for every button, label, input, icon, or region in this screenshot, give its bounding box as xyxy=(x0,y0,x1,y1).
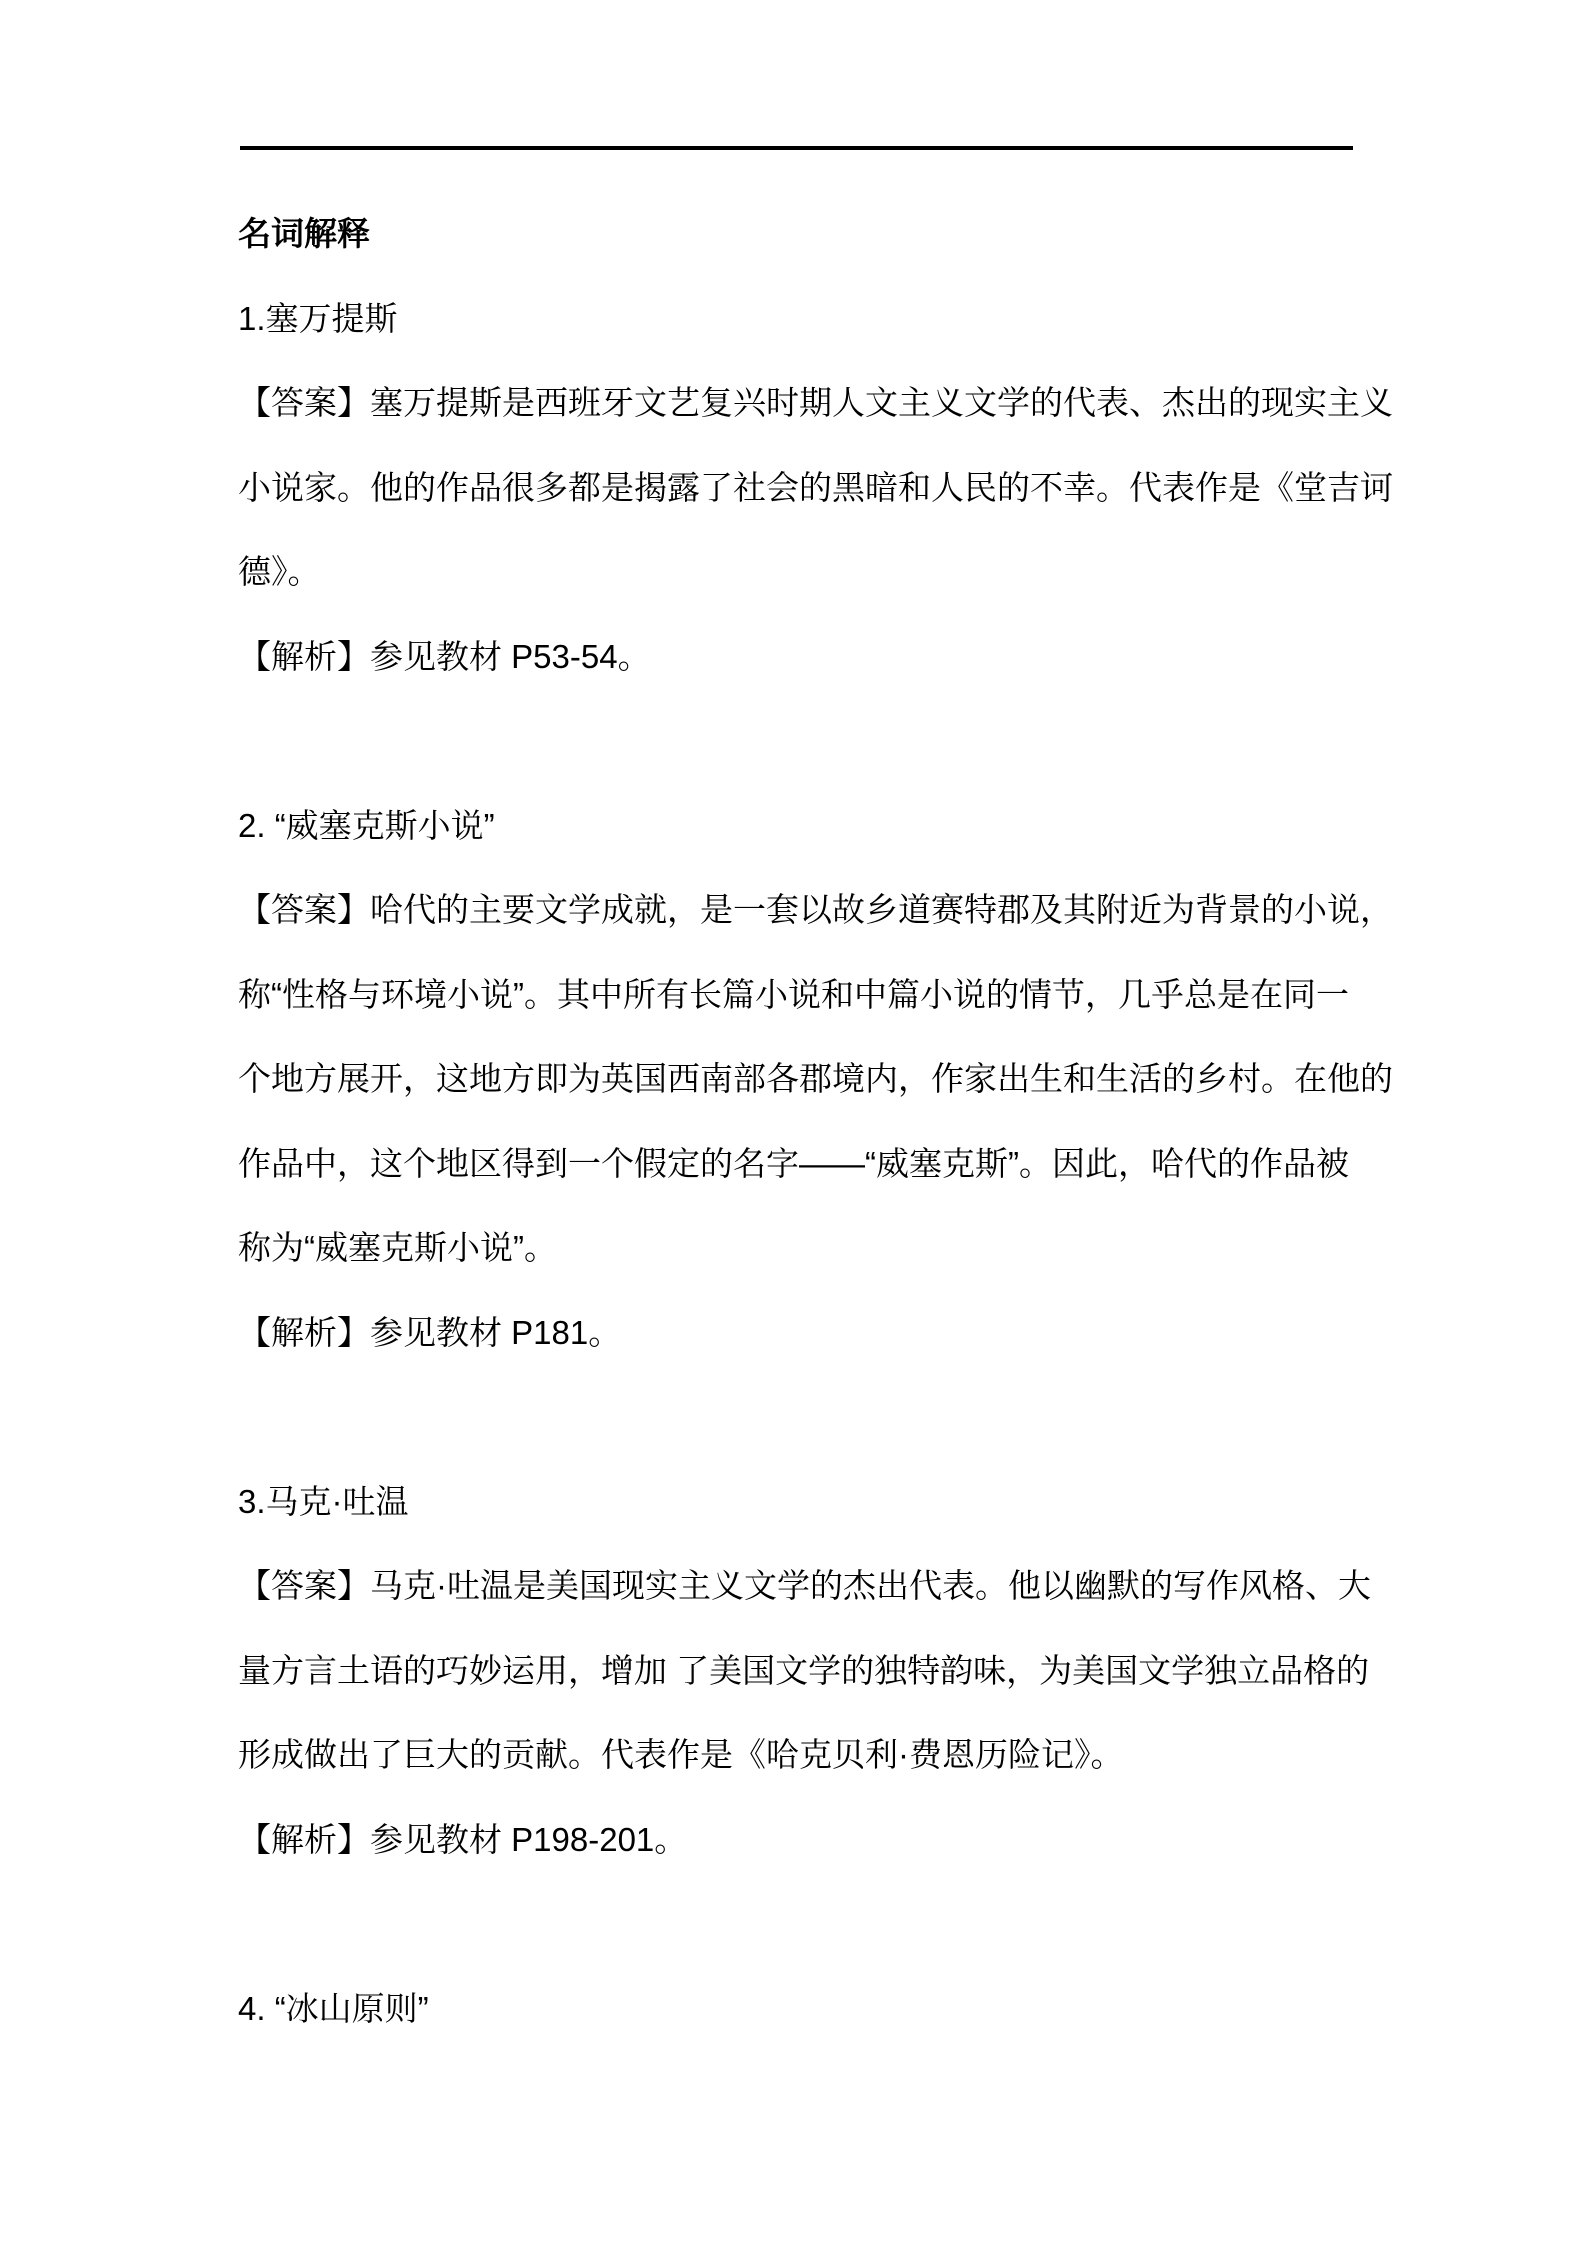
page-title: 名词解释 xyxy=(238,215,370,252)
question-3-answer-line: 【答案】马克·吐温是美国现实主义文学的杰出代表。他以幽默的写作风格、大 xyxy=(238,1567,1371,1604)
spacer-line xyxy=(238,1375,1362,1460)
question-4-heading: 4. “冰山原则” xyxy=(238,1989,429,2027)
question-1-heading: 1.塞万提斯 xyxy=(238,299,398,337)
spacer-line xyxy=(238,1882,1362,1967)
question-2-answer-line: 【答案】哈代的主要文学成就，是一套以故乡道赛特郡及其附近为背景的小说， xyxy=(238,891,1393,928)
document-content xyxy=(238,192,1393,2051)
header-divider xyxy=(240,146,1353,150)
question-1-analysis-line: 【解析】参见教材 P53-54。 xyxy=(238,637,651,675)
question-1-answer-line: 小说家。他的作品很多都是揭露了社会的黑暗和人民的不幸。代表作是《堂吉诃 xyxy=(238,468,1393,506)
question-2-answer-line: 称为“威塞克斯小说”。 xyxy=(238,1229,557,1266)
question-2-answer-line: 个地方展开，这地方即为英国西南部各郡境内，作家出生和生活的乡村。在他的 xyxy=(238,1060,1393,1097)
question-2-heading: 2. “威塞克斯小说” xyxy=(238,806,495,844)
question-3-answer-line: 量方言土语的巧妙运用，增加 了美国文学的独特韵味，为美国文学独立品格的 xyxy=(238,1651,1370,1689)
question-3-answer-line: 形成做出了巨大的贡献。代表作是《哈克贝利·费恩历险记》。 xyxy=(238,1736,1124,1773)
question-3-heading: 3.马克·吐温 xyxy=(238,1482,409,1520)
question-2-analysis-line: 【解析】参见教材 P181。 xyxy=(238,1313,622,1351)
question-1-answer-line: 【答案】塞万提斯是西班牙文艺复兴时期人文主义文学的代表、杰出的现实主义 xyxy=(238,384,1393,421)
question-1-answer-line: 德》。 xyxy=(238,553,321,590)
spacer-line xyxy=(238,699,1362,784)
question-2-answer-line: 作品中，这个地区得到一个假定的名字——“威塞克斯”。因此，哈代的作品被 xyxy=(238,1144,1349,1182)
question-3-analysis-line: 【解析】参见教材 P198-201。 xyxy=(238,1820,688,1858)
question-2-answer-line: 称“性格与环境小说”。其中所有长篇小说和中篇小说的情节，几乎总是在同一 xyxy=(238,975,1349,1013)
